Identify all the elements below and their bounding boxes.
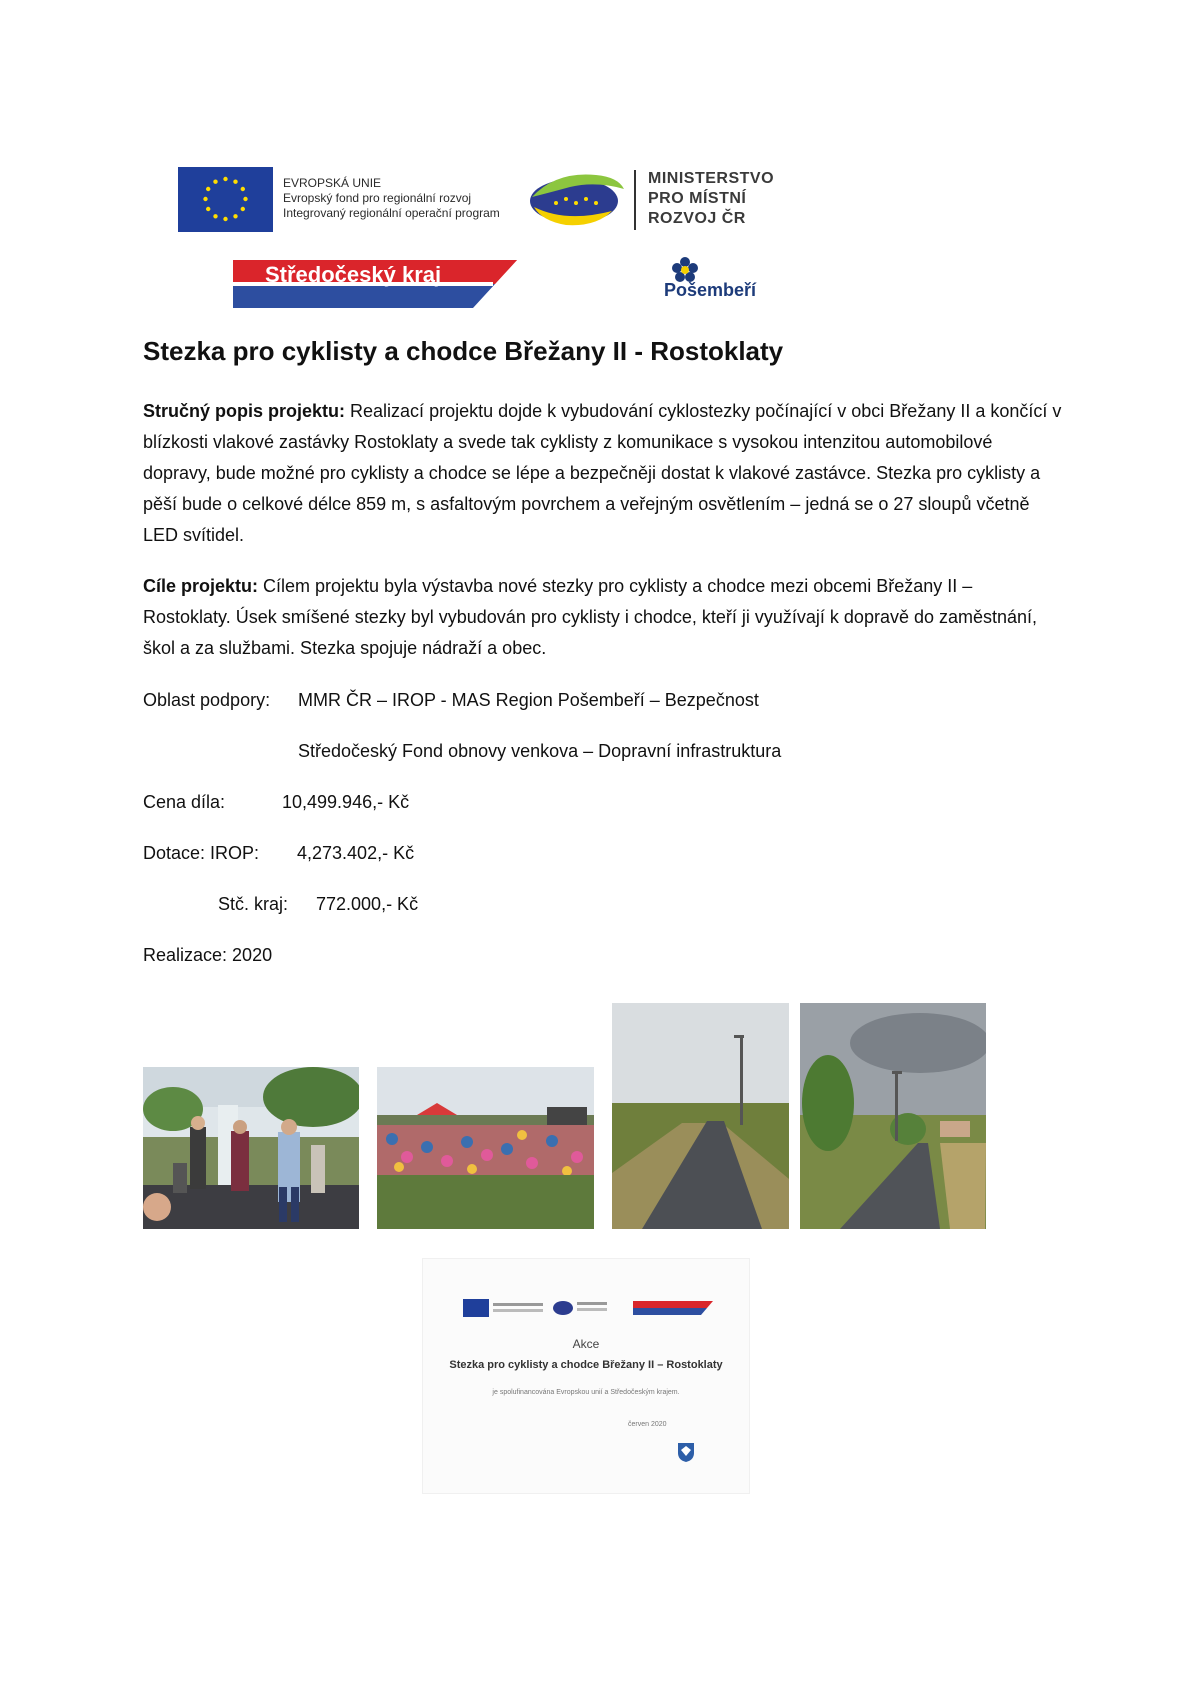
photo-bike-path-trees <box>800 1003 986 1229</box>
eu-line-3: Integrovaný regionální operační program <box>283 206 500 220</box>
support-line-2: Středočeský Fond obnovy venkova – Dopravní infrastruktura <box>298 741 782 761</box>
eu-stars-icon <box>178 167 273 232</box>
eu-line-1: EVROPSKÁ UNIE <box>283 176 382 190</box>
crest-icon <box>676 1441 696 1463</box>
description-label: Stručný popis projektu: <box>143 401 346 421</box>
board-logo-row <box>463 1297 713 1319</box>
board-cofinancing-text: je spolufinancována Evropskou unií a Středočeským krajem. <box>492 1389 680 1396</box>
mmr-emblem-icon <box>526 167 628 229</box>
mmr-line-3: ROZVOJ ČR <box>648 210 746 227</box>
eu-logo-text <box>283 176 500 221</box>
mmr-divider <box>634 170 636 230</box>
photo-opening-ceremony <box>143 1067 359 1229</box>
support-label: Oblast podpory: <box>143 690 271 710</box>
project-description <box>143 396 1063 551</box>
info-board-photo <box>422 1258 750 1494</box>
kraj-logo-label: Středočeský kraj <box>265 262 442 287</box>
board-date: červen 2020 <box>628 1421 667 1428</box>
mmr-line-2: PRO MÍSTNÍ <box>648 190 747 207</box>
price-label: Cena díla: <box>143 792 226 812</box>
subsidy-kraj-label: Stč. kraj: <box>218 894 289 914</box>
board-action-label: Akce <box>572 1337 600 1351</box>
support-line-1: MMR ČR – IROP - MAS Region Pošembeří – Bezpečnost <box>298 690 759 710</box>
goals-label: Cíle projektu: <box>143 576 259 596</box>
photo-group-of-cyclists <box>377 1067 594 1229</box>
photo-bike-path-lamp <box>612 1003 789 1229</box>
mmr-logo-text <box>648 169 774 229</box>
board-project-name: Stezka pro cyklisty a chodce Břežany II – Rostoklaty <box>449 1359 723 1371</box>
subsidy-irop-value: 4,273.402,- Kč <box>297 843 415 863</box>
goals-text: Cílem projektu byla výstavba nové stezky pro cyklisty a chodce mezi obcemi Břežany II – Rostoklaty. Úsek smíšené stezky byl vybudován pro cyklisty i chodce, kteří ji využívají k dopravě do zaměstnání, škol a za službami. Stezka spojuje nádraží a obec. <box>143 576 1038 658</box>
mmr-line-1: MINISTERSTVO <box>648 170 775 187</box>
description-text: Realizací projektu dojde k vybudování cyklostezky počínající v obci Břežany II a končící v blízkosti vlakové zastávky Rostoklaty a svede tak cyklisty z komunikace s vysokou intenzitou automobilové dopravy, bude možné pro cyklisty a chodce se lépe a bezpečněji dostat k vlakové zastávce. Stezka pro cyklisty a pěší bude o celkové délce 859 m, s asfaltovým povrchem a veřejným osvětlením – jedná se o 27 sloupů včetně LED svítidel. <box>143 401 1062 545</box>
subsidy-label: Dotace: IROP: <box>143 843 260 863</box>
price-value: 10,499.946,- Kč <box>282 792 410 812</box>
subsidy-kraj-value: 772.000,- Kč <box>316 894 419 914</box>
eu-flag-logo <box>178 167 273 232</box>
eu-line-2: Evropský fond pro regionální rozvoj <box>283 191 472 205</box>
project-goals <box>143 571 1063 664</box>
realization-year: Realizace: 2020 <box>143 945 273 965</box>
posemberi-logo-label: Pošembeří <box>664 280 757 300</box>
page-title: Stezka pro cyklisty a chodce Břežany II - Rostoklaty <box>143 336 784 366</box>
